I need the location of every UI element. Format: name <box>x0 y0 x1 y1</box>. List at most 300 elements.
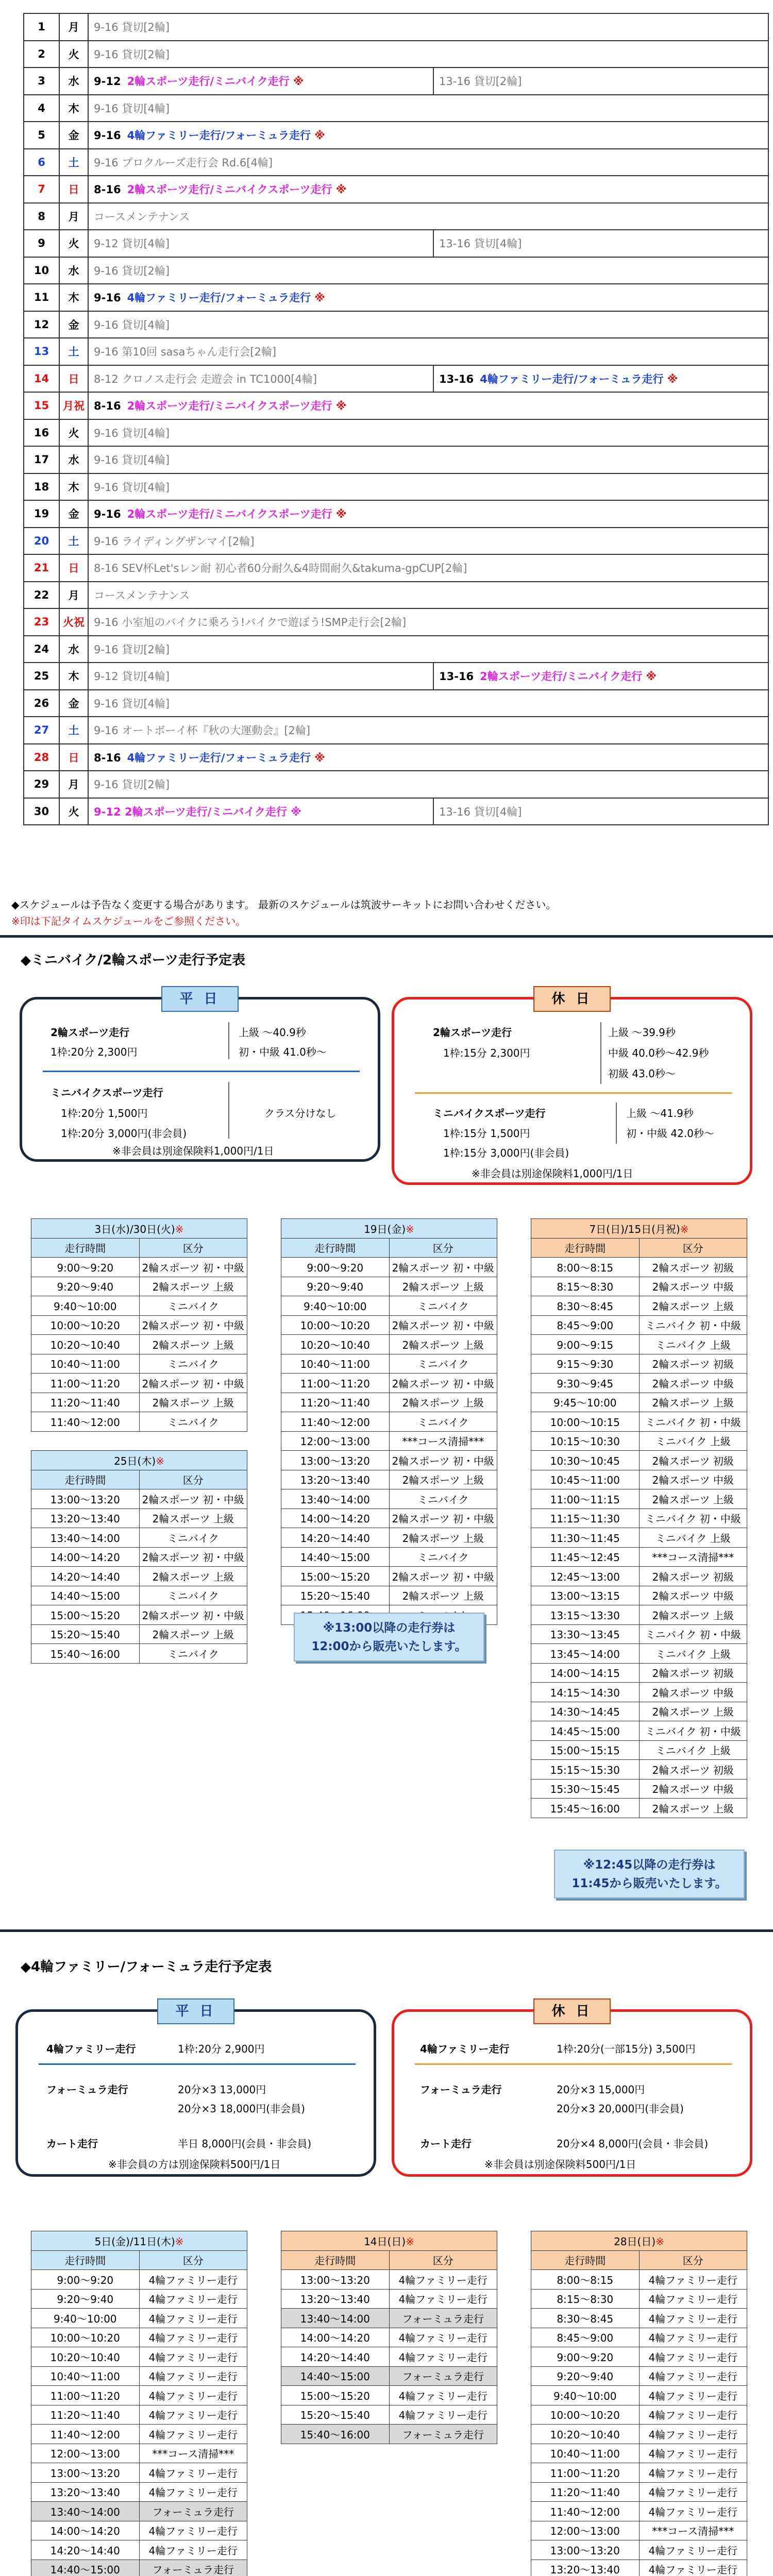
event-time: 9-12 <box>94 75 121 88</box>
table-row <box>531 1567 747 1586</box>
table-title <box>31 1451 247 1470</box>
category-cell: 4輪ファミリー走行 <box>639 2386 747 2405</box>
time-cell: 13:20〜13:40 <box>531 2560 640 2576</box>
table-row <box>531 2270 747 2290</box>
event-text: 9-16 貸切[2輪] <box>94 778 170 791</box>
category-cell: 2輪スポーツ 初・中級 <box>139 1315 247 1335</box>
event-text: 13-16 貸切[4輪] <box>439 805 522 818</box>
category-cell: ミニバイク 上級 <box>639 1644 747 1664</box>
category-cell: 2輪スポーツ 初級 <box>639 1451 747 1470</box>
event-mark: ※ <box>310 129 325 142</box>
weekday: 木 <box>59 663 88 690</box>
table-row <box>31 1547 247 1567</box>
table-title-mark: ※ <box>406 1223 414 1235</box>
category-cell: 4輪ファミリー走行 <box>139 2405 247 2425</box>
event-text: 9-16 貸切[2輪] <box>94 264 170 277</box>
time-cell: 8:00〜8:15 <box>531 2270 640 2290</box>
schedule-table-28 <box>531 2231 747 2576</box>
time-cell: 8:45〜9:00 <box>531 2328 640 2347</box>
category-cell: 2輪スポーツ 上級 <box>139 1509 247 1528</box>
table-row <box>31 1335 247 1354</box>
time-cell: 9:20〜9:40 <box>281 1277 390 1296</box>
time-cell: 14:00〜14:15 <box>531 1663 640 1683</box>
time-cell: 9:20〜9:40 <box>31 1277 140 1296</box>
day-number: 3 <box>24 67 59 95</box>
category-cell: ***コース清掃*** <box>639 1547 747 1567</box>
table-row <box>281 2347 497 2367</box>
time-cell: 10:15〜10:30 <box>531 1431 640 1451</box>
category-cell: 2輪スポーツ 初・中級 <box>389 1374 497 1393</box>
schedule-table-3-30 <box>31 1218 247 1432</box>
weekday: 月 <box>59 203 88 230</box>
category-cell: 4輪ファミリー走行 <box>139 2425 247 2444</box>
category-cell: ミニバイク 初・中級 <box>639 1721 747 1741</box>
table-row <box>531 1296 747 1316</box>
weekday: 月祝 <box>59 392 88 419</box>
event-cell <box>88 338 768 365</box>
table-title <box>31 1219 247 1239</box>
weekday-label: 平 日 <box>157 1998 234 2024</box>
calendar-row <box>24 176 768 203</box>
table-row <box>31 1624 247 1644</box>
event-text: 9-16 貸切[4輪] <box>94 427 170 439</box>
time-cell: 14:00〜14:20 <box>281 2328 390 2347</box>
sport-class-2: 初・中級 41.0秒〜 <box>239 1046 327 1058</box>
category-cell: 4輪ファミリー走行 <box>389 2270 497 2290</box>
event-cell <box>88 230 433 257</box>
event-time: 8-16 <box>94 400 121 413</box>
table-title-text: 3日(水)/30日(火) <box>94 1223 175 1235</box>
category-cell: ミニバイク <box>139 1412 247 1432</box>
category-cell: 2輪スポーツ 中級 <box>639 1779 747 1799</box>
time-cell: 11:20〜11:40 <box>31 1393 140 1412</box>
formula-price-2: 20分×3 20,000円(非会員) <box>557 2103 684 2115</box>
time-cell: 9:20〜9:40 <box>31 2289 140 2309</box>
category-cell: 4輪ファミリー走行 <box>639 2270 747 2290</box>
table-row <box>531 1644 747 1664</box>
kart-name: カート走行 <box>46 2138 98 2150</box>
category-cell: 4輪ファミリー走行 <box>639 2540 747 2560</box>
category-cell: 2輪スポーツ 上級 <box>639 1296 747 1316</box>
table-row <box>531 2289 747 2309</box>
day-number: 17 <box>24 446 59 473</box>
category-cell: ミニバイク <box>139 1296 247 1316</box>
event-title: 4輪ファミリー走行/フォーミュラ走行 <box>480 372 664 385</box>
time-cell: 10:20〜10:40 <box>531 2425 640 2444</box>
event-title: 2輪スポーツ走行/ミニバイク走行 <box>127 75 290 88</box>
category-cell: フォーミュラ走行 <box>389 2309 497 2328</box>
calendar-row <box>24 798 768 825</box>
table-row <box>31 1277 247 1296</box>
category-cell: 2輪スポーツ 上級 <box>639 1393 747 1412</box>
time-cell: 10:40〜11:00 <box>31 1354 140 1374</box>
table-title-text: 28日(日) <box>614 2235 656 2248</box>
category-cell: ミニバイク <box>139 1644 247 1664</box>
time-cell: 14:40〜15:00 <box>281 2366 390 2386</box>
time-cell: 13:00〜13:20 <box>31 1489 140 1509</box>
category-cell: 4輪ファミリー走行 <box>639 2482 747 2502</box>
category-cell: 4輪ファミリー走行 <box>639 2328 747 2347</box>
category-cell: 2輪スポーツ 初・中級 <box>389 1315 497 1335</box>
mini-price-2: 1枠:15分 3,000円(非会員) <box>443 1147 569 1159</box>
category-cell: ***コース清掃*** <box>389 1431 497 1451</box>
event-cell <box>88 771 768 798</box>
category-cell: ミニバイク <box>389 1547 497 1567</box>
time-cell: 14:40〜15:00 <box>281 1547 390 1567</box>
time-cell: 13:00〜13:15 <box>531 1586 640 1605</box>
time-cell: 11:00〜11:20 <box>281 1374 390 1393</box>
day-number: 6 <box>24 149 59 176</box>
event-cell <box>88 13 768 41</box>
time-cell: 12:00〜13:00 <box>531 2521 640 2540</box>
table-row <box>281 2270 497 2290</box>
time-cell: 10:20〜10:40 <box>31 2347 140 2367</box>
event-cell <box>88 554 768 582</box>
table-row <box>531 1528 747 1548</box>
table-row <box>531 2444 747 2463</box>
category-cell: 2輪スポーツ 中級 <box>639 1683 747 1702</box>
day-number: 13 <box>24 338 59 365</box>
time-cell: 13:40〜14:00 <box>281 1489 390 1509</box>
category-cell: 4輪ファミリー走行 <box>139 2521 247 2540</box>
formula-price-2: 20分×3 18,000円(非会員) <box>178 2103 305 2115</box>
category-cell: 2輪スポーツ 中級 <box>639 1586 747 1605</box>
event-cell <box>88 419 768 447</box>
time-cell: 11:00〜11:20 <box>31 2386 140 2405</box>
category-cell: ミニバイク 上級 <box>639 1528 747 1548</box>
category-cell: ミニバイク <box>389 1354 497 1374</box>
day-number: 2 <box>24 41 59 68</box>
sport-class-1: 上級 〜40.9秒 <box>239 1026 306 1039</box>
calendar-row <box>24 608 768 636</box>
category-cell: ミニバイク <box>389 1296 497 1316</box>
weekday: 水 <box>59 67 88 95</box>
calendar-row <box>24 67 768 95</box>
table-title-mark: ※ <box>680 1223 689 1235</box>
weekday: 土 <box>59 528 88 555</box>
event-time: 13-16 <box>439 372 474 385</box>
weekday: 金 <box>59 122 88 149</box>
category-cell: ミニバイク <box>389 1489 497 1509</box>
event-title: 4輪ファミリー走行/フォーミュラ走行 <box>127 129 311 142</box>
event-text: 9-16 貸切[4輪] <box>94 318 170 331</box>
table-row <box>281 1335 497 1354</box>
table-row <box>531 1315 747 1335</box>
category-cell: ミニバイク 上級 <box>639 1335 747 1354</box>
table-row <box>31 2366 247 2386</box>
event-time: 8-16 <box>94 751 121 764</box>
time-cell: 11:40〜12:00 <box>31 1412 140 1432</box>
calendar-row <box>24 663 768 690</box>
day-number: 15 <box>24 392 59 419</box>
table-row <box>531 1258 747 1277</box>
weekday: 月 <box>59 771 88 798</box>
holiday-footnote: ※非会員は別途保険料1,000円/1日 <box>472 1167 633 1180</box>
calendar-row <box>24 257 768 284</box>
category-cell: 2輪スポーツ 上級 <box>389 1277 497 1296</box>
category-cell: 2輪スポーツ 上級 <box>139 1624 247 1644</box>
category-cell: 4輪ファミリー走行 <box>639 2444 747 2463</box>
time-cell: 14:20〜14:40 <box>31 1567 140 1586</box>
time-cell: 10:40〜11:00 <box>281 1354 390 1374</box>
time-cell: 9:20〜9:40 <box>531 2366 640 2386</box>
event-cell <box>433 663 768 690</box>
event-cell <box>88 690 768 717</box>
day-number: 9 <box>24 230 59 257</box>
table-row <box>531 1799 747 1818</box>
table-row <box>31 2386 247 2405</box>
event-cell <box>433 230 768 257</box>
table-row <box>31 2482 247 2502</box>
category-cell: 2輪スポーツ 初級 <box>639 1258 747 1277</box>
category-cell: 2輪スポーツ 上級 <box>639 1702 747 1721</box>
time-cell: 9:00〜9:20 <box>31 2270 140 2290</box>
table-row <box>31 1567 247 1586</box>
weekday-label: 平 日 <box>161 986 239 1012</box>
time-cell: 14:15〜14:30 <box>531 1683 640 1702</box>
weekday: 土 <box>59 149 88 176</box>
day-number: 18 <box>24 473 59 501</box>
table-row <box>281 1277 497 1296</box>
event-text: 9-16 貸切[2輪] <box>94 21 170 34</box>
time-cell: 13:00〜13:20 <box>281 2270 390 2290</box>
car-holiday-price-box <box>392 2004 752 2177</box>
table-row <box>281 2328 497 2347</box>
table-row <box>531 1470 747 1489</box>
calendar-row <box>24 41 768 68</box>
event-mark: ※ <box>663 372 678 385</box>
column-header: 区分 <box>139 2250 247 2270</box>
table-row <box>531 1277 747 1296</box>
day-number: 11 <box>24 284 59 311</box>
event-title: 2輪スポーツ走行/ミニバイクスポーツ走行 <box>127 183 332 196</box>
day-number: 16 <box>24 419 59 447</box>
table-row <box>281 1451 497 1470</box>
table-title <box>281 2231 497 2251</box>
time-cell: 9:00〜9:20 <box>531 2347 640 2367</box>
category-cell: 2輪スポーツ 初・中級 <box>389 1567 497 1586</box>
time-cell: 10:00〜10:20 <box>281 1315 390 1335</box>
table-row <box>531 2521 747 2540</box>
table-title-text: 14日(日) <box>364 2235 406 2248</box>
table-row <box>281 2309 497 2328</box>
calendar-row <box>24 771 768 798</box>
event-time: 9-16 <box>94 129 121 142</box>
calendar-row <box>24 95 768 122</box>
event-cell <box>88 744 768 771</box>
table-row <box>281 1431 497 1451</box>
table-row <box>531 1431 747 1451</box>
day-number: 21 <box>24 554 59 582</box>
kart-price: 20分×4 8,000円(会員・非会員) <box>557 2138 709 2150</box>
event-text: 9-16 オートボーイ杯『秋の大運動会』[2輪] <box>94 724 311 737</box>
time-cell: 9:00〜9:15 <box>531 1335 640 1354</box>
event-cell <box>88 717 768 744</box>
sport-class-1: 上級 〜39.9秒 <box>608 1026 676 1039</box>
category-cell: 2輪スポーツ 上級 <box>389 1586 497 1605</box>
kart-price: 半日 8,000円(会員・非会員) <box>178 2138 312 2150</box>
event-time: 13-16 <box>439 670 474 683</box>
car-weekday-price-box <box>15 2004 376 2177</box>
event-text: コースメンテナンス <box>94 210 190 223</box>
event-title: 4輪ファミリー走行/フォーミュラ走行 <box>127 292 311 304</box>
monthly-calendar <box>23 13 769 825</box>
table-row <box>281 2289 497 2309</box>
table-row <box>31 1315 247 1335</box>
time-cell: 11:15〜11:30 <box>531 1509 640 1528</box>
weekday-footnote: ※非会員の方は別途保険料500円/1日 <box>108 2158 281 2171</box>
time-cell: 13:20〜13:40 <box>31 2482 140 2502</box>
column-header: 走行時間 <box>281 1238 390 1258</box>
weekday: 水 <box>59 636 88 663</box>
weekday: 日 <box>59 176 88 203</box>
category-cell: 4輪ファミリー走行 <box>639 2405 747 2425</box>
column-header: 走行時間 <box>31 2250 140 2270</box>
calendar-row <box>24 338 768 365</box>
time-cell: 12:45〜13:00 <box>531 1567 640 1586</box>
table-row <box>31 1528 247 1548</box>
time-cell: 15:20〜15:40 <box>281 1586 390 1605</box>
column-header: 区分 <box>639 1238 747 1258</box>
time-cell: 10:00〜10:15 <box>531 1412 640 1432</box>
category-cell: ミニバイク <box>389 1412 497 1432</box>
weekday: 金 <box>59 690 88 717</box>
sport-price: 1枠:15分 2,300円 <box>443 1047 530 1059</box>
time-cell: 15:20〜15:40 <box>31 1624 140 1644</box>
moto-holiday-price-box <box>392 991 752 1185</box>
time-cell: 10:00〜10:20 <box>531 2405 640 2425</box>
table-row <box>281 2386 497 2405</box>
event-cell <box>88 203 768 230</box>
event-time: 9-16 <box>94 508 121 521</box>
sport-price: 1枠:20分 2,300円 <box>51 1046 138 1058</box>
table-row <box>531 2347 747 2367</box>
event-text: 13-16 貸切[4輪] <box>439 238 522 250</box>
table-row <box>531 2463 747 2483</box>
weekday: 日 <box>59 744 88 771</box>
note-line-1: ◆スケジュールは予告なく変更する場合があります。 最新のスケジュールは筑波サーキットにお問い合わせください。 <box>11 899 557 911</box>
calendar-row <box>24 690 768 717</box>
time-cell: 10:20〜10:40 <box>281 1335 390 1354</box>
time-cell: 13:00〜13:20 <box>31 2463 140 2483</box>
family-name: 4輪ファミリー走行 <box>420 2043 510 2055</box>
category-cell: 2輪スポーツ 上級 <box>639 1489 747 1509</box>
table-row <box>281 2405 497 2425</box>
event-text: 9-16 貸切[4輪] <box>94 697 170 710</box>
column-header: 走行時間 <box>31 1470 140 1489</box>
schedule-table-7-15 <box>531 1218 747 1818</box>
table-row <box>281 1509 497 1528</box>
category-cell: フォーミュラ走行 <box>389 2366 497 2386</box>
schedule-table-25 <box>31 1450 247 1664</box>
table-row <box>531 2560 747 2576</box>
table-row <box>531 2366 747 2386</box>
table-row <box>281 1567 497 1586</box>
day-number: 26 <box>24 690 59 717</box>
section-divider-2 <box>0 1929 773 1932</box>
time-cell: 13:20〜13:40 <box>31 1509 140 1528</box>
table-row <box>531 1702 747 1721</box>
table-title-mark: ※ <box>656 2235 664 2248</box>
table-row <box>281 1489 497 1509</box>
calendar-row <box>24 149 768 176</box>
table-row <box>531 1779 747 1799</box>
table-row <box>531 2405 747 2425</box>
category-cell: 2輪スポーツ 上級 <box>639 1799 747 1818</box>
time-cell: 13:45〜14:00 <box>531 1644 640 1664</box>
event-cell <box>88 473 768 501</box>
table-title-text: 25日(木) <box>114 1454 156 1467</box>
mini-name: ミニバイクスポーツ走行 <box>433 1107 546 1120</box>
calendar-row <box>24 365 768 393</box>
category-cell: 2輪スポーツ 上級 <box>389 1393 497 1412</box>
time-cell: 12:00〜13:00 <box>31 2444 140 2463</box>
time-cell: 13:00〜13:20 <box>281 1451 390 1470</box>
event-text: 9-16 貸切[4輪] <box>94 454 170 467</box>
time-cell: 10:40〜11:00 <box>531 2444 640 2463</box>
family-price: 1枠:20分(一部15分) 3,500円 <box>557 2043 696 2055</box>
weekday: 日 <box>59 365 88 393</box>
time-cell: 13:15〜13:30 <box>531 1605 640 1625</box>
category-cell: 4輪ファミリー走行 <box>639 2560 747 2576</box>
holiday-footnote: ※非会員は別途保険料500円/1日 <box>484 2158 636 2171</box>
table-title-text: 19日(金) <box>364 1223 406 1235</box>
moto-19-note: ※13:00以降の走行券は 12:00から販売いたします。 <box>294 1613 484 1662</box>
table-row <box>31 1605 247 1625</box>
weekday: 水 <box>59 257 88 284</box>
category-cell: 4輪ファミリー走行 <box>639 2366 747 2386</box>
day-number: 25 <box>24 663 59 690</box>
time-cell: 13:20〜13:40 <box>281 2289 390 2309</box>
time-cell: 15:20〜15:40 <box>281 2405 390 2425</box>
table-row <box>531 1451 747 1470</box>
event-cell <box>88 582 768 609</box>
event-cell <box>88 149 768 176</box>
table-row <box>31 1258 247 1277</box>
time-cell: 11:40〜12:00 <box>31 2425 140 2444</box>
table-row <box>31 2347 247 2367</box>
event-cell <box>88 311 768 338</box>
table-row <box>531 1335 747 1354</box>
event-cell <box>88 176 768 203</box>
event-cell <box>88 608 768 636</box>
category-cell: 4輪ファミリー走行 <box>139 2463 247 2483</box>
day-number: 27 <box>24 717 59 744</box>
table-row <box>531 1663 747 1683</box>
category-cell: ***コース清掃*** <box>639 2521 747 2540</box>
table-row <box>31 2502 247 2521</box>
day-number: 23 <box>24 608 59 636</box>
time-cell: 9:40〜10:00 <box>281 1296 390 1316</box>
time-cell: 9:40〜10:00 <box>31 1296 140 1316</box>
time-cell: 13:40〜14:00 <box>31 2502 140 2521</box>
calendar-row <box>24 500 768 528</box>
category-cell: フォーミュラ走行 <box>139 2502 247 2521</box>
category-cell: 2輪スポーツ 初級 <box>639 1567 747 1586</box>
weekday: 月 <box>59 13 88 41</box>
day-number: 10 <box>24 257 59 284</box>
time-cell: 9:15〜9:30 <box>531 1354 640 1374</box>
weekday: 火 <box>59 41 88 68</box>
calendar-row <box>24 744 768 771</box>
category-cell: 4輪ファミリー走行 <box>639 2309 747 2328</box>
event-text: 9-16 貸切[2輪] <box>94 643 170 656</box>
calendar-row <box>24 717 768 744</box>
category-cell: ミニバイク 初・中級 <box>639 1315 747 1335</box>
day-number: 29 <box>24 771 59 798</box>
calendar-row <box>24 582 768 609</box>
table-row <box>531 1624 747 1644</box>
